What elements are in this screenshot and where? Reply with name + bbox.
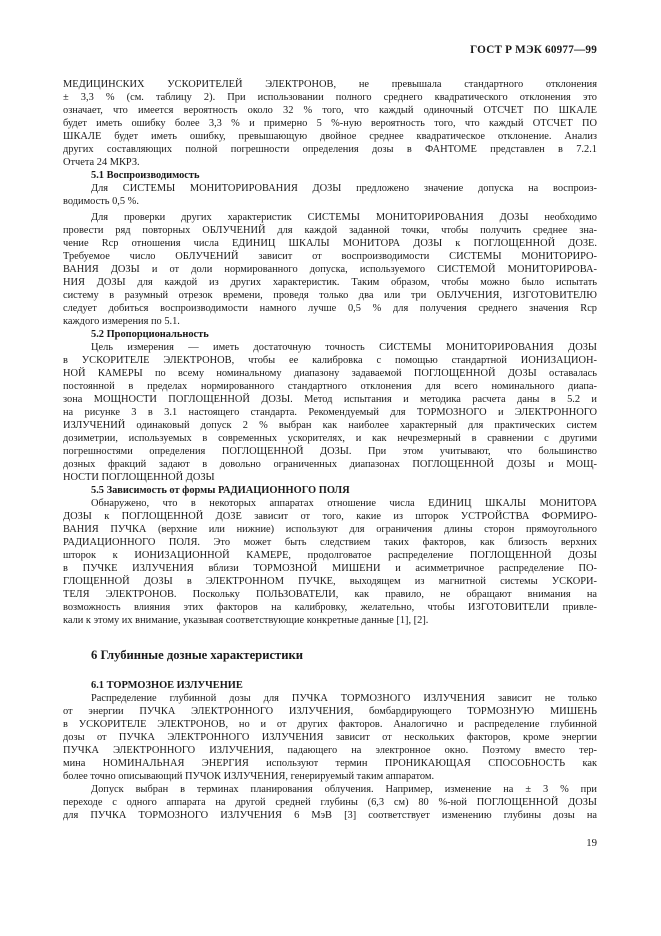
paragraph-line: в УСКОРИТЕЛЕ ЭЛЕКТРОНОВ, но и от других факторов. Аналогично и распределение глубинной: [63, 719, 597, 730]
paragraph-line: НОЙ КАМЕРЫ по всему номинальному диапазону задаваемой ПОГЛОЩЕННОЙ ДОЗЫ оставалась: [63, 368, 597, 379]
paragraph-line: шторок к ИОНИЗАЦИОННОЙ КАМЕРЕ, продолговатое распределение ПОГЛОЩЕННОЙ ДОЗЫ: [63, 550, 597, 561]
paragraph-line: от энергии ПУЧКА ЭЛЕКТРОННОГО ИЗЛУЧЕНИЯ, бомбардирующего ТОРМОЗНУЮ МИШЕНЬ: [63, 706, 597, 717]
paragraph-line: для ПУЧКА ТОРМОЗНОГО ИЗЛУЧЕНИЯ 6 МэВ [3] соответствует изменению глубины дозы на: [63, 810, 597, 821]
paragraph-line: Требуемое число ОБЛУЧЕНИЙ зависит от воспроизводимости СИСТЕМЫ МОНИТОРИРО-: [63, 251, 597, 262]
paragraph-line: провести ряд повторных ОБЛУЧЕНИЙ для каждой заданной точки, чтобы получить среднее зна-: [63, 225, 597, 236]
paragraph-line: зона МОЩНОСТИ ПОГЛОЩЕННОЙ ДОЗЫ. Метод испытания и методика расчета даны в 5.2 и: [63, 394, 597, 405]
paragraph-line: переходе с одного аппарата на другой средней глубины (6,3 см) 80 %-ной ПОГЛОЩЕННОЙ ДОЗЫ: [63, 797, 597, 808]
paragraph-line: дозных фракций задают в довольно ограниченных диапазонах ПОГЛОЩЕННОЙ ДОЗЫ и МОЩ-: [63, 459, 597, 470]
paragraph-line: чение Rср отношения числа ЕДИНИЦ ШКАЛЫ МОНИТОРА ДОЗЫ к ПОГЛОЩЕННОЙ ДОЗЕ.: [63, 238, 597, 249]
paragraph-line: Отчета 24 МКРЗ.: [63, 157, 140, 168]
paragraph-line: в УСКОРИТЕЛЕ ЭЛЕКТРОНОВ, чтобы ее калибровка с помощью стандартной ИОНИЗАЦИОН-: [63, 355, 597, 366]
paragraph-line: ВАНИЯ ДОЗЫ и от доли нормированного допуска, используемого СИСТЕМОЙ МОНИТОРИРОВА-: [63, 264, 597, 275]
paragraph-line: более точно описывающий ПУЧОК ИЗЛУЧЕНИЯ, генерируемый таким аппаратом.: [63, 771, 435, 782]
subsection-heading: 5.5 Зависимость от формы РАДИАЦИОННОГО ПОЛЯ: [91, 485, 350, 496]
paragraph-line: следует добиться воспроизводимости намного лучше 0,5 % для получения среднего значения Rср: [63, 303, 597, 314]
paragraph-line: Обнаружено, что в некоторых аппаратах отношение числа ЕДИНИЦ ШКАЛЫ МОНИТОРА: [91, 498, 597, 509]
paragraph-line: ДОЗЫ к ПОГЛОЩЕННОЙ ДОЗЕ зависит от того, какие из шторок УСТРОЙСТВА ФОРМИРО-: [63, 511, 597, 522]
paragraph-line: ИЗЛУЧЕНИЙ одинаковый допуск 2 % выбран как наиболее характерный для практических систем: [63, 420, 597, 431]
standard-designation-header: ГОСТ Р МЭК 60977—99: [470, 44, 597, 56]
paragraph-line: систему в разумный отрезок времени, проведя только два или три ОБЛУЧЕНИЯ, ИЗГОТОВИТЕЛЮ: [63, 290, 597, 301]
paragraph-line: ВАНИЯ ПУЧКА (верхние или нижние) используют для ограничения длины сторон прямоугольного: [63, 524, 597, 535]
paragraph-line: Распределение глубинной дозы для ПУЧКА ТОРМОЗНОГО ИЗЛУЧЕНИЯ зависит не только: [91, 693, 597, 704]
paragraph-line: ШКАЛЕ будет иметь ошибку, превышающую двойное среднее квадратическое отклонение. Анализ: [63, 131, 597, 142]
subsection-heading: 5.1 Воспроизводимость: [91, 170, 200, 181]
paragraph-line: каждого измерения по 5.1.: [63, 316, 180, 327]
subsection-heading: 5.2 Пропорциональность: [91, 329, 209, 340]
paragraph-line: ГЛОЩЕННОЙ ДОЗЫ в ЭЛЕКТРОННОМ ПУЧКЕ, выходящем из магнитной системы УСКОРИ-: [63, 576, 597, 587]
paragraph-line: кали к этому их внимание, указывая соответствующие конкретные данные [1], [2].: [63, 615, 429, 626]
paragraph-line: водимость 0,5 %.: [63, 196, 139, 207]
paragraph-line: постоянной в пределах нормированного стандартного отклонения для всего номинального диапа-: [63, 381, 597, 392]
paragraph-line: РАДИАЦИОННОГО ПОЛЯ. Это может быть следствием таких факторов, как близость верхних: [63, 537, 597, 548]
paragraph-line: на рисунке 3 в 3.1 настоящего стандарта. Рекомендуемый для ТОРМОЗНОГО и ЭЛЕКТРОННОГО: [63, 407, 597, 418]
subsection-heading: 6.1 ТОРМОЗНОЕ ИЗЛУЧЕНИЕ: [91, 680, 243, 691]
paragraph-line: в ПУЧКЕ ИЗЛУЧЕНИЯ вблизи ТОРМОЗНОЙ МИШЕНИ и асимметричное распределение ПО-: [63, 563, 597, 574]
section-heading: 6 Глубинные дозные характеристики: [91, 648, 303, 662]
paragraph-line: дозиметрии, используемых в современных ускорителях, и как нечрезмерный в сравнении с другими: [63, 433, 597, 444]
paragraph-line: Для проверки других характеристик СИСТЕМЫ МОНИТОРИРОВАНИЯ ДОЗЫ необходимо: [91, 212, 597, 223]
paragraph-line: других составляющих полной погрешности определения дозы в ФАНТОМЕ представлен в 7.2.1: [63, 144, 597, 155]
paragraph-line: Допуск выбран в терминах планирования облучения. Например, изменение на ± 3 % при: [91, 784, 597, 795]
paragraph-line: означает, что имеется вероятность около 32 % того, что каждый одиночный ОТСЧЕТ ПО ШКАЛЕ: [63, 105, 597, 116]
paragraph-line: будет иметь ошибку более 3,3 % и примерно 5 %-ную вероятность того, что каждый ОТСЧЕТ ПО: [63, 118, 597, 129]
paragraph-line: погрешностями определения ПОГЛОЩЕННОЙ ДОЗЫ. При этом учитывают, что большинство: [63, 446, 597, 457]
paragraph-line: НИЯ ДОЗЫ для каждой из других характеристик. Таким образом, чтобы можно было испытать: [63, 277, 597, 288]
paragraph-line: дозы от ПУЧКА ЭЛЕКТРОННОГО ИЗЛУЧЕНИЯ зависит от нескольких факторов, кроме энергии: [63, 732, 597, 743]
paragraph-line: Для СИСТЕМЫ МОНИТОРИРОВАНИЯ ДОЗЫ предложено значение допуска на воспроиз-: [91, 183, 597, 194]
page-number: 19: [586, 837, 597, 849]
paragraph-line: Цель измерения — иметь достаточную точность СИСТЕМЫ МОНИТОРИРОВАНИЯ ДОЗЫ: [91, 342, 597, 353]
paragraph-line: мина НОМИНАЛЬНАЯ ЭНЕРГИЯ используют термин ПРОНИКАЮЩАЯ СПОСОБНОСТЬ как: [63, 758, 597, 769]
paragraph-line: НОСТИ ПОГЛОЩЕННОЙ ДОЗЫ: [63, 472, 215, 483]
paragraph-line: ± 3,3 % (см. таблицу 2). При использовании полного среднего квадратического отклонения это: [63, 92, 597, 103]
paragraph-line: ТЕЛЯ ЭЛЕКТРОНОВ. Поскольку ПОЛЬЗОВАТЕЛИ, как правило, не обращают внимания на: [63, 589, 597, 600]
paragraph-line: ПУЧКА ЭЛЕКТРОННОГО ИЗЛУЧЕНИЯ, падающего на электронное окно. Поэтому вместо тер-: [63, 745, 597, 756]
paragraph-line: МЕДИЦИНСКИХ УСКОРИТЕЛЕЙ ЭЛЕКТРОНОВ, не превышала стандартного отклонения: [63, 79, 597, 90]
paragraph-line: возможность влияния этих факторов на калибровку, желательно, чтобы ИЗГОТОВИТЕЛИ привле-: [63, 602, 597, 613]
